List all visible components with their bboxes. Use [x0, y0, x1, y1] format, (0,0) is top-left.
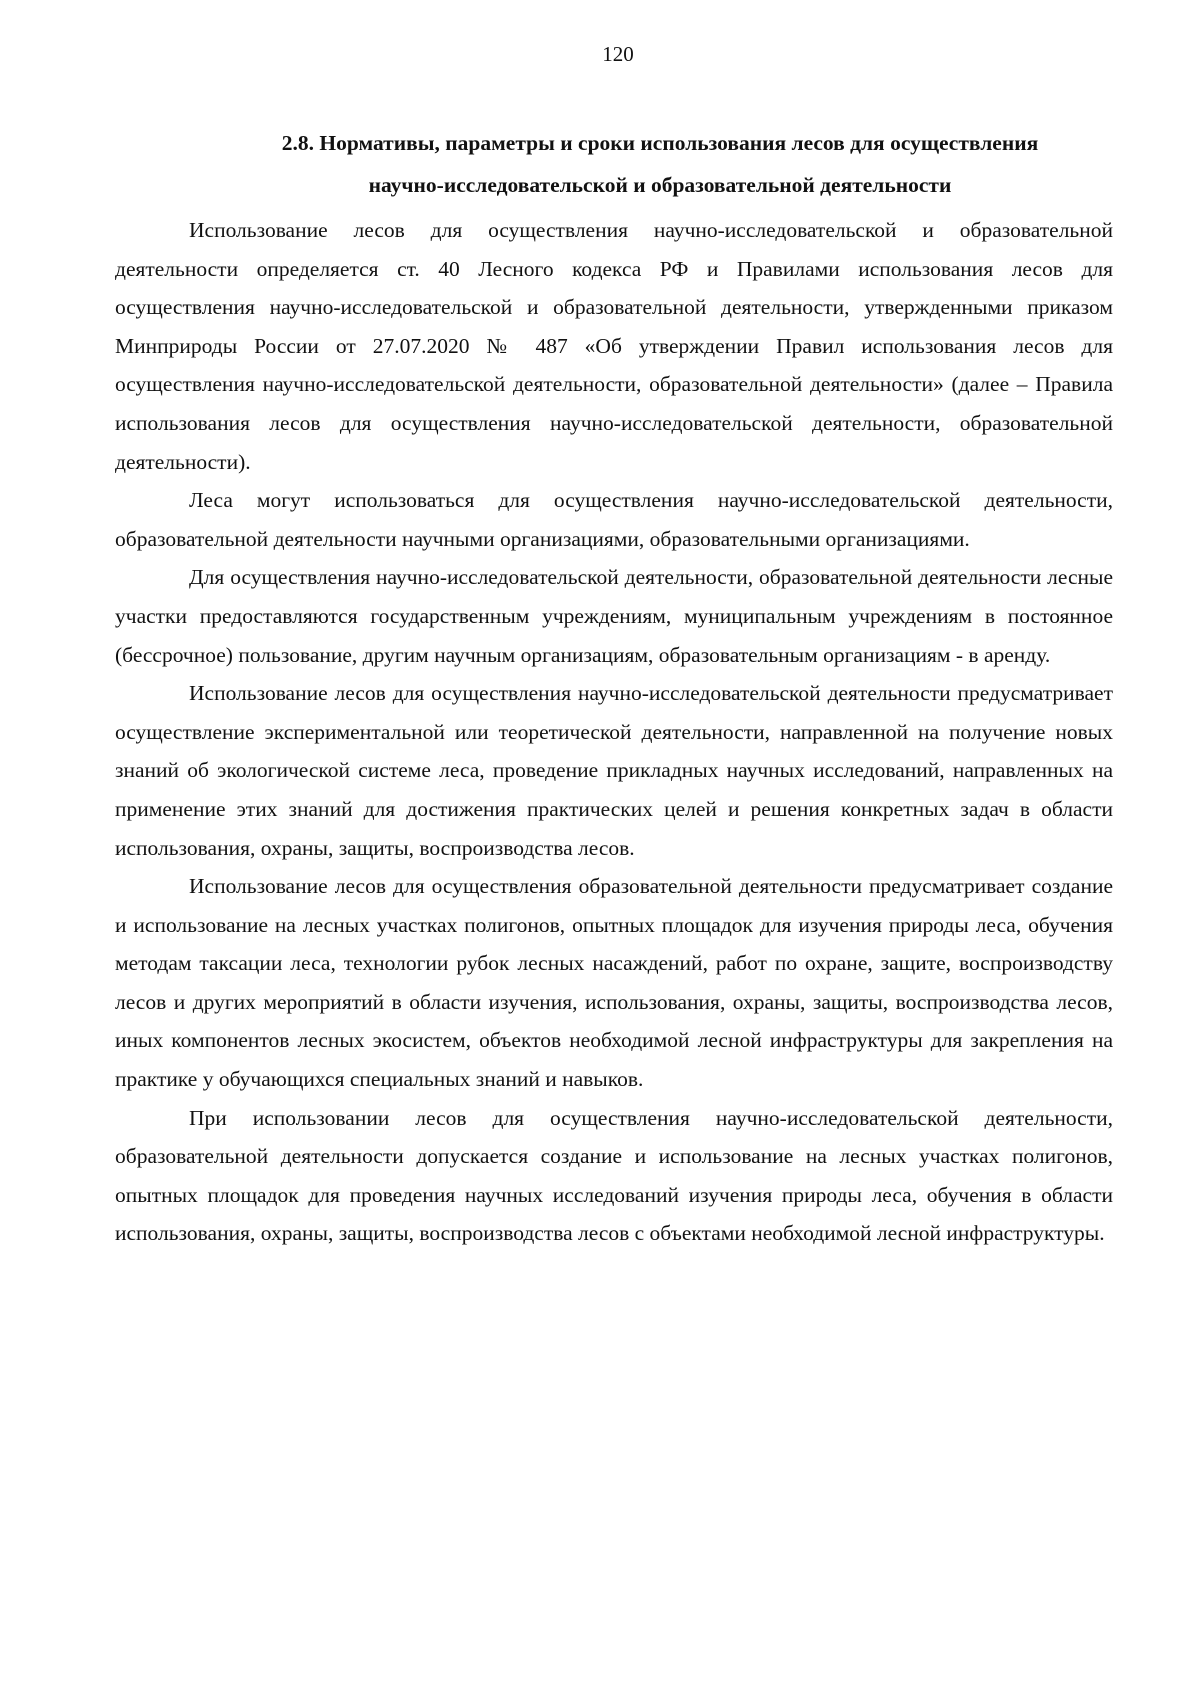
paragraph: Леса могут использоваться для осуществления научно-исследовательской деятельности, образовательной деятельности научными организациями, образовательными организациями.	[115, 488, 1113, 551]
section-heading	[210, 122, 1110, 206]
paragraph: Использование лесов для осуществления образовательной деятельности предусматривает создание и использование на лесных участках полигонов, опытных площадок для изучения природы леса, обучения методам таксации леса, технологии рубок лесных насаждений, работ по охране, защите, воспроизводству лесов и других мероприятий в области изучения, использования, охраны, защиты, воспроизводства лесов, иных компонентов лесных экосистем, объектов необходимой лесной инфраструктуры для закрепления на практике у обучающихся специальных знаний и навыков.	[115, 874, 1113, 1092]
paragraph: Использование лесов для осуществления научно-исследовательской деятельности предусматривает осуществление экспериментальной или теоретической деятельности, направленной на получение новых знаний об экологической системе леса, проведение прикладных научных исследований, направленных на применение этих знаний для достижения практических целей и решения конкретных задач в области использования, охраны, защиты, воспроизводства лесов.	[115, 681, 1113, 860]
section-heading-line-1: 2.8. Нормативы, параметры и сроки использования лесов для осуществления	[281, 131, 1039, 155]
section-heading-line-2: научно-исследовательской и образовательной деятельности	[368, 173, 952, 197]
paragraph: Для осуществления научно-исследовательской деятельности, образовательной деятельности лесные участки предоставляются государственным учреждениям, муниципальным учреждениям в постоянное (бессрочное) пользование, другим научным организациям, образовательным организациям - в аренду.	[115, 565, 1113, 667]
body-text	[115, 211, 1113, 1253]
page-number: 120	[602, 42, 634, 66]
paragraph: Использование лесов для осуществления научно-исследовательской и образовательной деятельности определяется ст. 40 Лесного кодекса РФ и Правилами использования лесов для осуществления научно-исследовательской и образовательной деятельности, утвержденными приказом Минприроды России от 27.07.2020 № 487 «Об утверждении Правил использования лесов для осуществления научно-исследовательской деятельности, образовательной деятельности» (далее – Правила использования лесов для осуществления научно-исследовательской деятельности, образовательной деятельности).	[115, 218, 1113, 474]
paragraph: При использовании лесов для осуществления научно-исследовательской деятельности, образовательной деятельности допускается создание и использование на лесных участках полигонов, опытных площадок для проведения научных исследований изучения природы леса, обучения в области использования, охраны, защиты, воспроизводства лесов с объектами необходимой лесной инфраструктуры.	[115, 1105, 1113, 1246]
